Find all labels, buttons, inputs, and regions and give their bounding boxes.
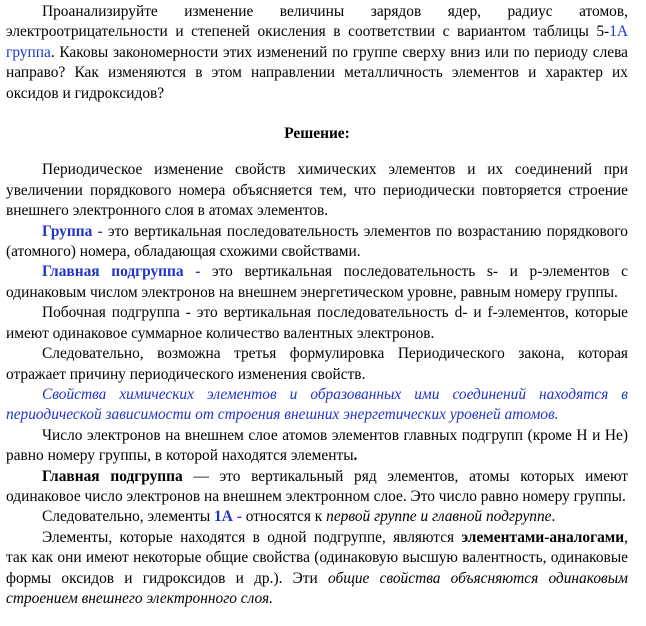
term-1a: 1А - <box>214 508 242 526</box>
conclusion-italic: первой группе и главной подгруппе <box>326 508 552 526</box>
task-variant: 1А группа <box>6 23 628 61</box>
conclusion-text-b: относятся к <box>241 508 327 526</box>
paragraph-main-subgroup-2 <box>6 467 628 508</box>
main-subgroup-2-text: — это вертикальный ряд элементов, атомы которых имеют одинаковое число электронов на внешнем электронном слое. Это число равно номеру группы. <box>6 467 628 505</box>
electron-count-text: Число электронов на внешнем слое атомов элементов главных подгрупп (кроме H и He) равно номеру группы, в которой находятся элементы <box>6 426 628 465</box>
paragraph-periodic-law: Свойства химических элементов и образованных ими соединений находятся в периодической зависимости от строения внешних энергетических уровней атомов. <box>6 385 628 424</box>
solution-heading: Решение: <box>284 125 350 143</box>
term-analogues: элементами-аналогами <box>461 528 625 546</box>
term-main-subgroup-2: Главная подгруппа <box>42 467 183 485</box>
paragraph-analogues <box>6 528 628 610</box>
paragraph-periodic-change: Периодическое изменение свойств химических элементов и их соединений при увеличении порядкового номера объясняется тем, что периодически повторяется строение внешнего электронного слоя в атомах элементов. <box>6 161 628 220</box>
analogues-text-b: , так как они имеют некоторые общие свойства (одинаковую высшую валентность, одинаковые формы оксидов и гидроксидов и др.). Эти <box>6 528 628 587</box>
paragraph-main-subgroup <box>6 262 628 303</box>
term-group: Группа - <box>42 222 103 240</box>
main-subgroup-text: это вертикальная последовательность s- и p-элементов с одинаковым числом электронов на внешнем энергетическом уровне, равным номеру группы. <box>6 263 628 301</box>
analogues-italic: общие свойства объясняются одинаковым строением внешнего электронного слоя. <box>6 569 628 607</box>
paragraph-third-formulation: Следовательно, возможна третья формулировка Периодического закона, которая отражает причину периодического изменения свойств. <box>6 345 628 383</box>
paragraph-side-subgroup: Побочная подгруппа - это вертикальная последовательность d- и f-элементов, которые имеют одинаковое суммарное количество валентных электронов. <box>6 304 628 342</box>
term-main-subgroup: Главная подгруппа - <box>42 263 201 281</box>
conclusion-text-a: Следовательно, элементы <box>42 508 215 526</box>
document-page <box>0 2 646 626</box>
task-paragraph <box>6 2 628 104</box>
task-text-2: . Каковы закономерности этих изменений по группе сверху вниз или по периоду слева направо? Как изменяются в этом направлении металличность элементов и характер их оксидов и гидроксидов? <box>6 43 628 102</box>
paragraph-conclusion <box>6 507 628 527</box>
analogues-text-a: Элементы, которые находятся в одной подгруппе, являются <box>42 528 462 546</box>
paragraph-electron-count <box>6 426 628 467</box>
task-text-1: Проанализируйте изменение величины зарядов ядер, радиус атомов, электроотрицательности и степеней окисления в соответствии с вариантом таблицы 5- <box>6 3 628 41</box>
group-definition-text: это вертикальная последовательность элементов по возрастанию порядкового (атомного) номера, обладающая схожими свойствами. <box>6 222 628 261</box>
electron-count-dot: . <box>353 447 358 465</box>
conclusion-text-c: . <box>551 508 556 526</box>
paragraph-group-definition <box>6 222 628 263</box>
